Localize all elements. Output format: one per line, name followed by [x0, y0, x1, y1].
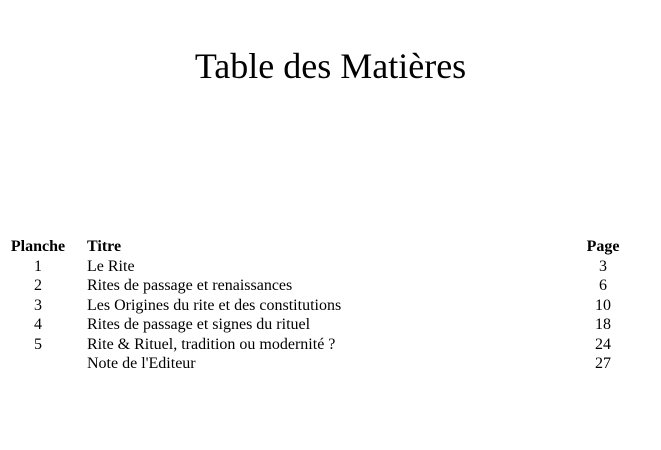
- row-titre: Rite & Rituel, tradition ou modernité ?: [87, 335, 336, 353]
- table-row: [6, 257, 629, 277]
- row-titre: Rites de passage et renaissances: [87, 277, 293, 294]
- table-row: [6, 276, 629, 296]
- header-planche: Planche: [10, 238, 66, 255]
- row-planche: [6, 354, 70, 374]
- row-page: 27: [595, 355, 611, 372]
- table-of-contents: [6, 237, 629, 374]
- row-page: 6: [599, 277, 607, 294]
- header-page: Page: [586, 238, 620, 255]
- row-page: 10: [595, 296, 611, 314]
- table-row: [6, 354, 629, 374]
- row-page: 18: [595, 316, 611, 333]
- row-planche: 3: [34, 296, 42, 314]
- row-page: 3: [599, 257, 607, 275]
- header-titre: Titre: [87, 238, 122, 255]
- row-planche: 4: [34, 316, 42, 333]
- row-page: 24: [595, 335, 611, 353]
- table-header-row: [6, 237, 629, 257]
- row-titre: Le Rite: [87, 257, 135, 275]
- row-titre: Les Origines du rite et des constitutions: [87, 296, 342, 314]
- row-planche: 1: [34, 257, 42, 275]
- table-row: [6, 296, 629, 316]
- row-planche: 2: [34, 277, 42, 294]
- row-titre: Note de l'Editeur: [87, 355, 196, 372]
- page-title: Table des Matières: [194, 46, 467, 86]
- row-planche: 5: [34, 335, 42, 353]
- row-titre: Rites de passage et signes du rituel: [87, 316, 311, 333]
- table-row: [6, 315, 629, 335]
- table-row: [6, 335, 629, 355]
